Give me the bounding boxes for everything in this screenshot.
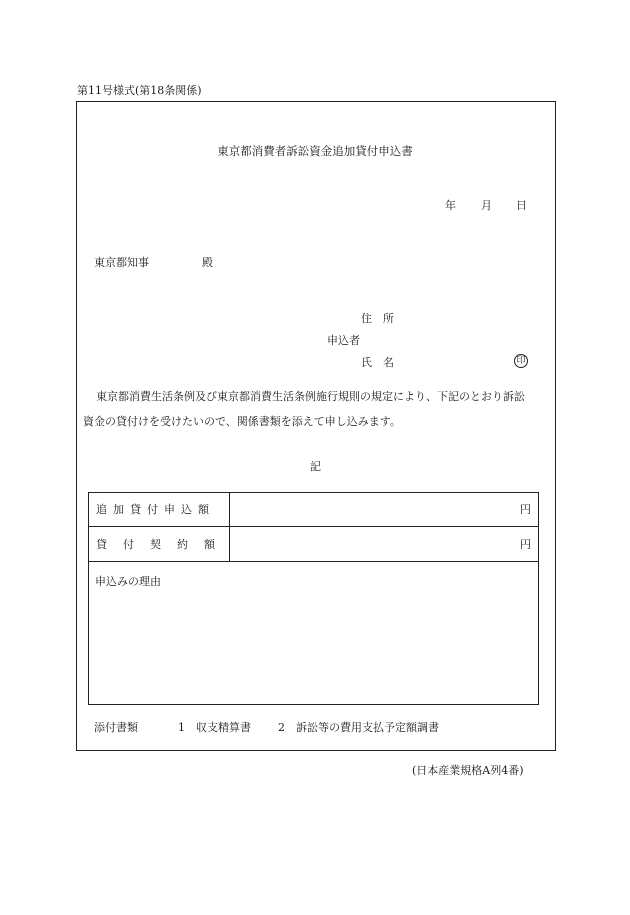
- loan-contract-amount-label: 貸付契約額: [96, 538, 231, 551]
- body-text-line-2: 資金の貸付けを受けたいので、関係書類を添えて申し込みます。: [83, 415, 401, 428]
- applicant-label: 申込者: [327, 334, 360, 347]
- attachment-1-name: 収支精算書: [196, 721, 251, 734]
- attachments-label: 添付書類: [94, 721, 138, 734]
- body-text-line-1: 東京都消費生活条例及び東京都消費生活条例施行規則の規定により、下記のとおり訴訟: [96, 390, 525, 403]
- date-month-label: 月: [481, 199, 492, 212]
- applicant-name-label: 氏 名: [361, 356, 394, 369]
- table-row-divider-1: [88, 526, 539, 527]
- application-table: [88, 492, 539, 705]
- applicant-address-label: 住 所: [361, 312, 394, 325]
- date-day-label: 日: [516, 199, 527, 212]
- ki-heading: 記: [310, 460, 321, 473]
- addressee-honorific: 殿: [202, 256, 213, 269]
- additional-loan-amount-unit: 円: [520, 503, 531, 516]
- attachment-2-number: 2: [278, 721, 285, 734]
- attachment-2-name: 訴訟等の費用支払予定額調書: [296, 721, 439, 734]
- reason-label: 申込みの理由: [95, 575, 161, 588]
- additional-loan-amount-label: 追加貸付申込額: [96, 503, 215, 516]
- table-row-divider-2: [88, 561, 539, 562]
- form-title: 東京都消費者訴訟資金追加貸付申込書: [217, 144, 413, 158]
- paper-size-note: (日本産業規格A列4番): [412, 764, 524, 777]
- form-number: 第11号様式(第18条関係): [77, 84, 202, 97]
- addressee-name: 東京都知事: [94, 256, 149, 269]
- attachment-1-number: 1: [178, 721, 185, 734]
- loan-contract-amount-unit: 円: [520, 538, 531, 551]
- seal-mark-icon: 印: [514, 354, 528, 368]
- date-year-label: 年: [445, 199, 456, 212]
